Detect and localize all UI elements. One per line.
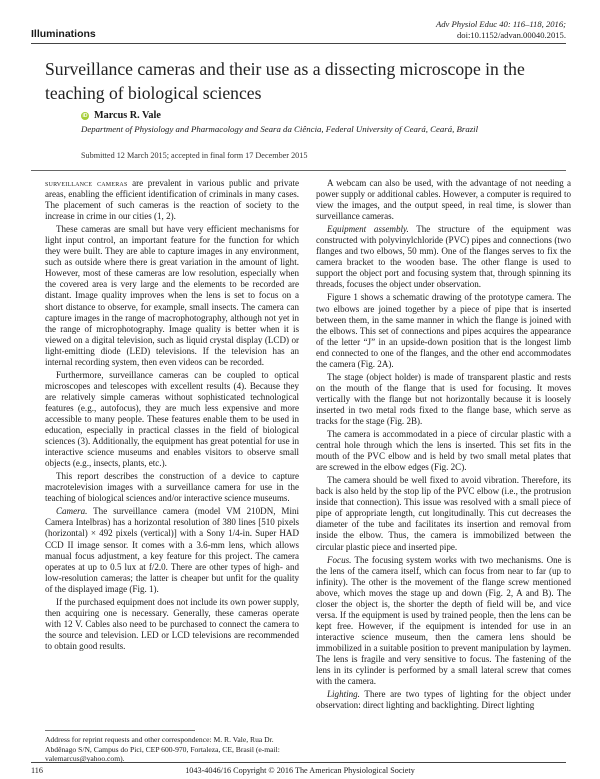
lead-in: surveillance cameras <box>45 178 128 188</box>
paragraph-text: The focusing system works with two mechanisms. One is the lens of the camera itself, which can focus from near to far (up to infinity). The other is the movement of the flange screw mentioned above, which moves the stage up and down (Fig. 2, A and B). The closer the object is, the shorter the depth of field will be, and vice versa. If the equipment is used by trained people, then the lens can be kept free. However, if the equipment is intended for use in an interactive science museum, then the camera lens should be immobilized in a suitable position to prevent manipulation by laymen. The lens is fragile and very sensitive to focus. The fastening of the lens in its cylinder is performed by a small lateral screw that comes with the camera. <box>316 554 571 687</box>
paragraph: Figure 1 shows a schematic drawing of the prototype camera. The two elbows are joined together by a piece of pipe that is inserted between them, in the same manner in which the flange is joined with the elbows. This set of connections and pipes acquires the appearance of the letter “J” in an upside-down position that is the longest limb end connected to one of the flanges, and the other end accommodates the camera (Fig. 2A). <box>316 292 571 369</box>
paragraph: These cameras are small but have very efficient mechanisms for light input control, an important feature for the function for which they were built. They are able to capture images in any environment, such as outside where there is great variation in the amount of light. However, most of these cameras are low resolution, especially when the covered area is very large and the elements to be recorded are distant. Image quality improves when the lens is set to focus on a short distance to observe, for example, small insects. The camera can capture images in the range of macrophotography, although not yet in the range of microphotography. Image quality is better when it is viewed on a digital television, such as liquid crystal display (LCD) or light-emitting diode (LED) televisions. If the television has an internal recording system, then even videos can be recorded. <box>45 224 299 367</box>
subsection-heading: Lighting. <box>327 689 360 700</box>
footnote-divider <box>45 730 195 731</box>
paragraph-text: The structure of the equipment was constructed with polyvinylchloride (PVC) pipes and connections (two flanges and two elbows, 50 mm). One of the flanges serves to fix the camera bracket to the wooden base. The other flange is used to support the object port and focusing system that, through spinning its threads, focuses the object under observation. <box>316 224 571 290</box>
paragraph: The camera should be well fixed to avoid vibration. Therefore, its back is also held by the stop lip of the PVC elbow (i.e., the protrusion inside that connection). This issue was resolved with a small piece of pipe of appropriate length, cut longitudinally. This cut decreases the diameter of the tube and facilitates its insertion and removal from inside the elbow. Thus, the camera is immobilized between the circular plastic piece and inserted pipe. <box>316 475 571 552</box>
paragraph <box>316 689 571 711</box>
subsection-heading: Focus. <box>327 554 352 565</box>
paragraph <box>45 506 299 594</box>
paragraph <box>316 555 571 688</box>
author-affiliation: Department of Physiology and Pharmacology and Seara da Ciência, Federal University of Ceará, Ceará, Brazil <box>81 124 479 134</box>
correspondence-footnote: Address for reprint requests and other correspondence: M. R. Vale, Rua Dr. Abdênago S/N, Campus do Pici, CEP 600-970, Fortaleza, CE, Brasil (e-mail: valemarcus@yahoo.com). <box>45 735 280 763</box>
article-title: Surveillance cameras and their use as a dissecting microscope in the teaching of biological sciences <box>45 59 525 103</box>
paragraph <box>316 224 571 290</box>
footer-divider <box>31 762 566 763</box>
subsection-heading: Camera. <box>56 506 88 517</box>
section-label: Illuminations <box>31 28 96 40</box>
header-divider <box>31 43 566 44</box>
paragraph: The camera is accommodated in a piece of circular plastic with a central hole through which the lens is inserted. This set fits in the mouth of the PVC elbow and is held by two small metal plates that are screwed in the elbow edges (Fig. 2C). <box>316 429 571 473</box>
paragraph: Furthermore, surveillance cameras can be coupled to optical microscopes and telescopes with excellent results (4). Because they are relatively simple cameras without sophisticated technological features (e.g., autofocus), they are much less expensive and more accessible to many people. These features enable them to be used in education, especially in practical classes in the field of biological sciences (3). Additionally, the equipment has great potential for use in interactive science museums and enables visitors to observe small objects (e.g., insects, plants, etc.). <box>45 369 299 469</box>
journal-citation <box>436 19 566 40</box>
orcid-icon[interactable]: iD <box>82 112 88 119</box>
abstract-divider <box>31 170 566 171</box>
page-number: 116 <box>31 766 43 775</box>
journal-doi: doi:10.1152/advan.00040.2015. <box>456 29 566 40</box>
paragraph: If the purchased equipment does not include its own power supply, then acquiring one is necessary. Generally, these cameras operate with 12 V. Cables also need to be purchased to connect the camera to the source and television. LED or LCD televisions are recommended to obtain good results. <box>45 596 299 651</box>
right-column <box>316 178 571 711</box>
paragraph: This report describes the construction of a device to capture macrotelevision images with a surveillance camera for use in the teaching of biological sciences and/or interactive science museums. <box>45 471 299 504</box>
left-column <box>45 178 299 652</box>
subsection-heading: Equipment assembly. <box>327 224 409 235</box>
paragraph-text: The surveillance camera (model VM 210DN, Mini Camera Intelbras) has a horizontal resolution of 380 lines [510 pixels (horizontal) × 492 pixels (vertical)] with a Sony 1/4-in. Super HAD CCD II image sensor. It comes with a 3.6-mm lens, which allows manual focus adjustment, a key feature for this project. The camera operates at up to 0.5 lux at f/2.0. There are other types of high- and low-resolution cameras; the latter is cheaper but unfit for the quality of the displayed image (Fig. 1). <box>45 506 299 594</box>
paragraph <box>45 178 299 222</box>
paragraph-text: There are two types of lighting for the object under observation: direct lighting and backlighting. Direct lighting <box>316 689 571 711</box>
paragraph: A webcam can also be used, with the advantage of not needing a power supply or additional cables. However, a computer is required to view the images, and the output speed, in real time, is slower than surveillance cameras. <box>316 178 571 222</box>
author-line <box>81 110 161 121</box>
submission-dates: Submitted 12 March 2015; accepted in final form 17 December 2015 <box>81 151 308 160</box>
journal-citation-line1: Adv Physiol Educ 40: 116–118, 2016; <box>436 19 566 29</box>
paragraph: The stage (object holder) is made of transparent plastic and rests on the mouth of the flange that is used for focusing. It moves vertically with the flange but not horizontally because it is loosely inserted in two metal rods fixed to the flange base, which serve as tracks for the stage (Fig. 2B). <box>316 371 571 426</box>
paragraph-text: are prevalent in various public and private areas, enabling the efficient identification of criminals in many cases. The placement of such cameras is the reaction of society to the increase in crime in our cities (1, 2). <box>45 178 299 222</box>
author-name: Marcus R. Vale <box>94 110 161 121</box>
copyright-line: 1043-4046/16 Copyright © 2016 The American Physiological Society <box>185 766 415 775</box>
